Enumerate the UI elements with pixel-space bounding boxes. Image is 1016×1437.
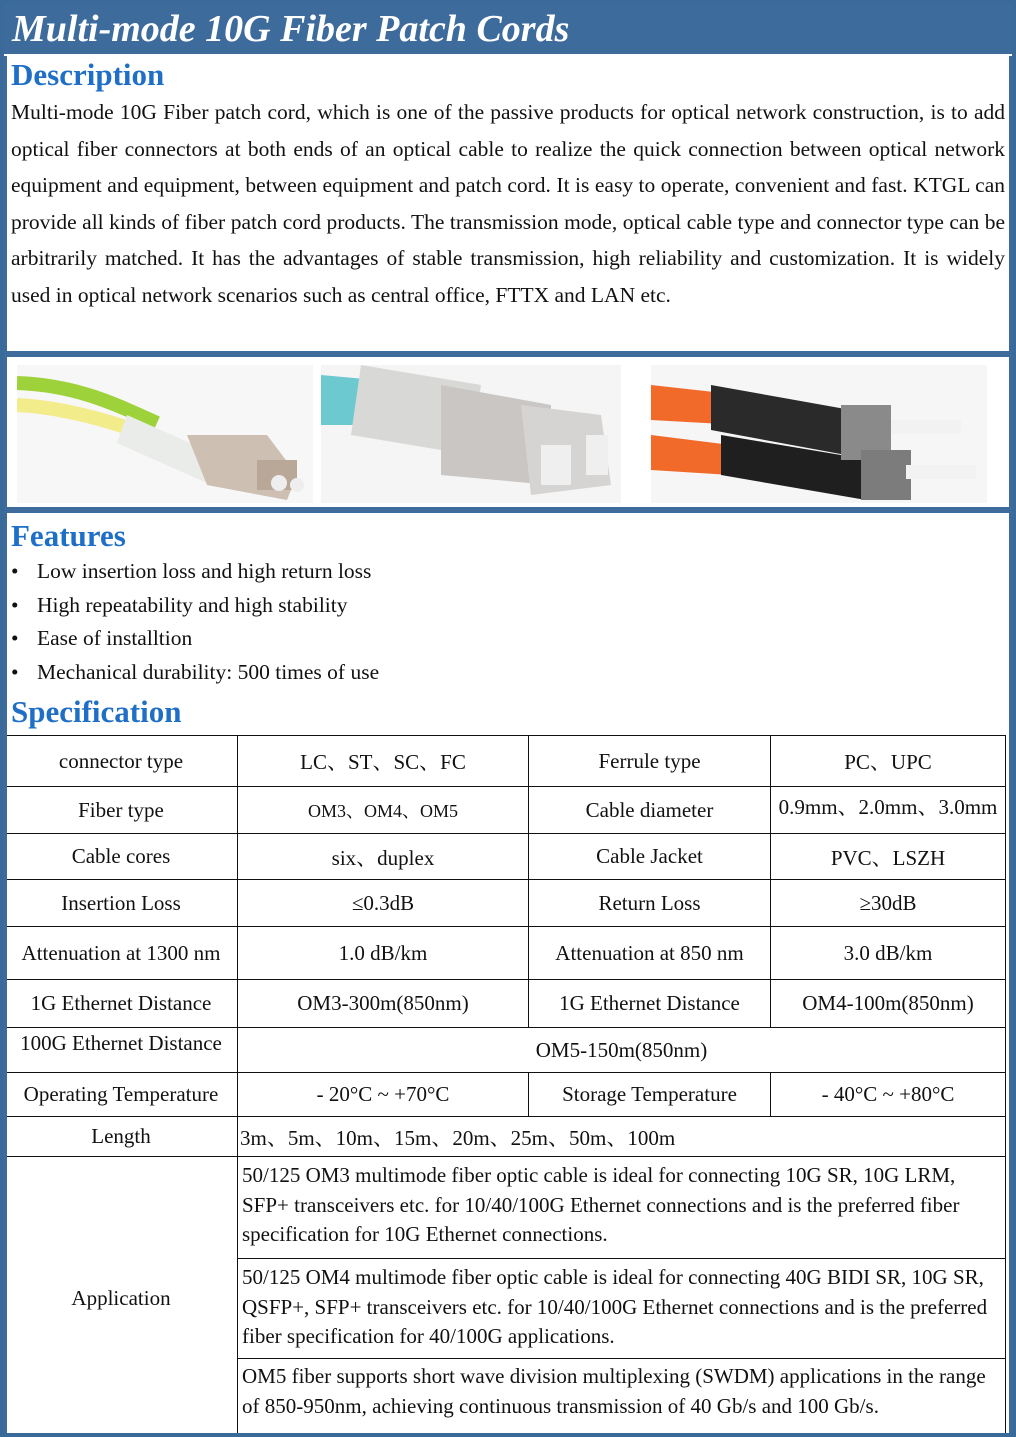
description-heading: Description (11, 57, 165, 92)
cable-diameter-value: 0.9mm、2.0mm、3.0mm (778, 795, 998, 819)
product-images (4, 354, 1012, 510)
spec-label (5, 1028, 238, 1073)
description-section (4, 56, 1012, 354)
spec-label: Storage Temperature (529, 1073, 771, 1117)
description-text: Multi-mode 10G Fiber patch cord, which is one of the passive products for optical network construction, is to add optical fiber connectors at both ends of an optical cable to realize the quick connection between optical network equipment and equipment, between equipment and patch cord. It is easy to operate, convenient and fast. KTGL can provide all kinds of fiber patch cord products. The transmission mode, optical cable type and connector type can be arbitrarily matched. It has the advantages of stable transmission, high reliability and customization. It is widely used in optical network scenarios such as central office, FTTX and LAN etc. (11, 100, 1005, 307)
features-list (7, 555, 1009, 689)
spec-label: Application (5, 1157, 238, 1437)
table-row (5, 980, 1006, 1028)
lc-connector-photo (17, 365, 313, 503)
spec-label: Attenuation at 1300 nm (5, 927, 238, 980)
feature-item: • High repeatability and high stability (11, 589, 1009, 623)
table-row (5, 736, 1006, 787)
feature-item: • Ease of installtion (11, 622, 1009, 656)
features-section (4, 510, 1012, 1437)
spec-value: 3m、5m、10m、15m、20m、25m、50m、100m (238, 1117, 1006, 1157)
application-text: 50/125 OM3 multimode fiber optic cable is ideal for connecting 10G SR, 10G LRM, SFP+ transceivers etc. for 10/40/100G Ethernet connections and is the preferred fiber specification for 10G Ethernet connections. (238, 1157, 1006, 1259)
100g-distance-label: 100G Ethernet Distance (20, 1031, 222, 1055)
spec-value: - 20°C ~ +70°C (238, 1073, 529, 1117)
spec-label: Insertion Loss (5, 880, 238, 927)
spec-value: PVC、LSZH (771, 834, 1006, 880)
sc-connector-photo (321, 365, 621, 503)
spec-value: 1.0 dB/km (238, 927, 529, 980)
spec-value: ≤0.3dB (238, 880, 529, 927)
spec-label: Ferrule type (529, 736, 771, 787)
spec-label: 1G Ethernet Distance (5, 980, 238, 1028)
spec-value: - 40°C ~ +80°C (771, 1073, 1006, 1117)
spec-label: Attenuation at 850 nm (529, 927, 771, 980)
spec-label: Operating Temperature (5, 1073, 238, 1117)
application-text (238, 1359, 1006, 1437)
spec-value (771, 787, 1006, 834)
specification-table (4, 735, 1006, 1437)
spec-value: PC、UPC (771, 736, 1006, 787)
spec-value: ≥30dB (771, 880, 1006, 927)
table-row (5, 1073, 1006, 1117)
spec-value: OM4-100m(850nm) (771, 980, 1006, 1028)
table-row (5, 880, 1006, 927)
spec-label: Cable Jacket (529, 834, 771, 880)
st-connector-photo (651, 365, 987, 503)
table-row (5, 834, 1006, 880)
spec-value: OM3、OM4、OM5 (238, 787, 529, 834)
spec-value: 3.0 dB/km (771, 927, 1006, 980)
table-row (5, 1028, 1006, 1073)
table-row (5, 1157, 1006, 1259)
feature-item: • Mechanical durability: 500 times of use (11, 656, 1009, 690)
table-row (5, 1117, 1006, 1157)
spec-label: Cable cores (5, 834, 238, 880)
features-heading: Features (11, 518, 126, 553)
page-title: Multi-mode 10G Fiber Patch Cords (4, 4, 1012, 54)
application-text: 50/125 OM4 multimode fiber optic cable is ideal for connecting 40G BIDI SR, 10G SR, QSFP+, SFP+ transceivers etc. for 10/40/100G Ethernet connections and is the preferred fiber specification for 40/100G applications. (238, 1259, 1006, 1359)
feature-item: • Low insertion loss and high return loss (11, 555, 1009, 589)
table-row (5, 787, 1006, 834)
table-row (5, 927, 1006, 980)
spec-value: six、duplex (238, 834, 529, 880)
spec-label: connector type (5, 736, 238, 787)
spec-value: OM5-150m(850nm) (238, 1028, 1006, 1073)
spec-label: Length (5, 1117, 238, 1157)
spec-label: Return Loss (529, 880, 771, 927)
spec-label: 1G Ethernet Distance (529, 980, 771, 1028)
spec-label: Cable diameter (529, 787, 771, 834)
specification-heading: Specification (11, 694, 182, 729)
spec-value: OM3-300m(850nm) (238, 980, 529, 1028)
om5-application-text: OM5 fiber supports short wave division multiplexing (SWDM) applications in the range of 850-950nm, achieving continuous transmission of 40 Gb/s and 100 Gb/s. (242, 1364, 986, 1418)
spec-value: LC、ST、SC、FC (238, 736, 529, 787)
spec-label: Fiber type (5, 787, 238, 834)
